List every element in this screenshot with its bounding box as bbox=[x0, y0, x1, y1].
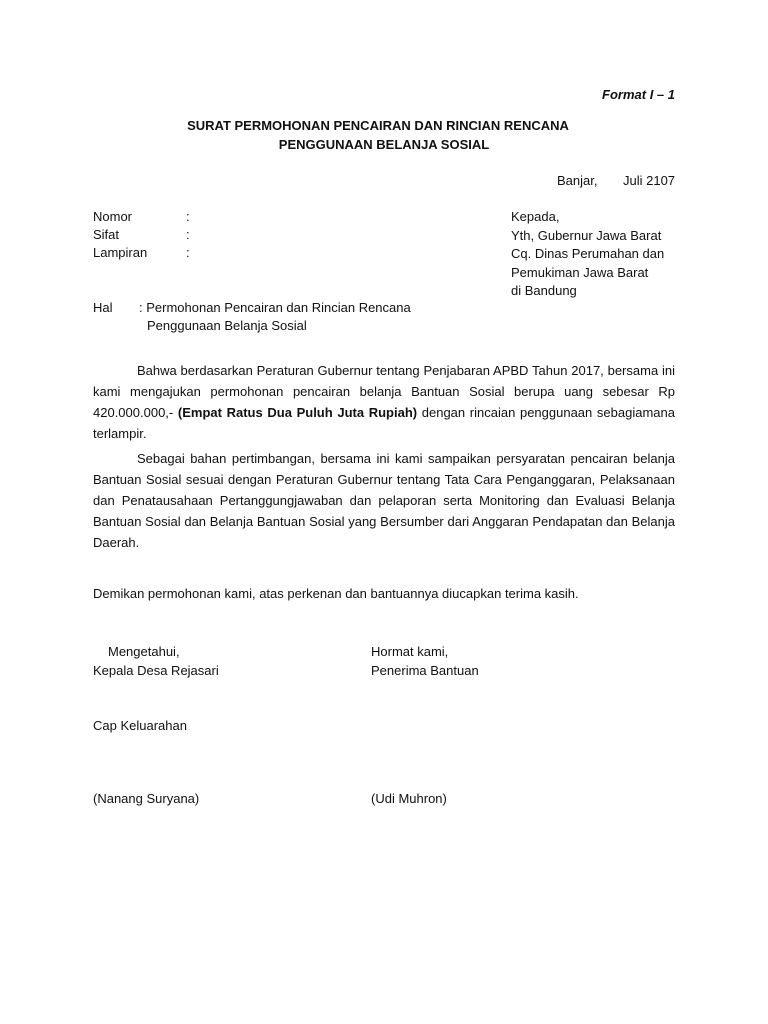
stamp-label: Cap Keluarahan bbox=[93, 718, 187, 733]
recipient-block bbox=[511, 208, 664, 301]
meta-colon-lampiran: : bbox=[186, 245, 190, 260]
paragraph-2-text: Sebagai bahan pertimbangan, bersama ini kami sampaikan persyaratan pencairan belanja Bantuan Sosial sesuai dengan Peraturan Gubernur tentang Tata Cara Penganggaran, Pelaksanaan dan Penatausahaan Pertanggungjawaban dan pelaporan serta Monitoring dan Evaluasi Belanja Bantuan Sosial dan Belanja Bantuan Sosial yang Bersumber dari Anggaran Pendapatan dan Belanja Daerah. bbox=[93, 451, 675, 550]
recipient-line: Pemukiman Jawa Barat bbox=[511, 264, 649, 280]
recipient-line: Yth, Gubernur Jawa Barat bbox=[511, 227, 662, 243]
subject-label: Hal bbox=[93, 300, 113, 315]
letter-title-line-1: SURAT PERMOHONAN PENCAIRAN DAN RINCIAN RENCANA bbox=[187, 118, 569, 133]
signature-right-title: Penerima Bantuan bbox=[371, 663, 479, 678]
signature-left-greeting: Mengetahui, bbox=[108, 644, 180, 659]
meta-label-nomor: Nomor bbox=[93, 209, 133, 224]
signature-right-greeting: Hormat kami, bbox=[371, 644, 449, 659]
body-paragraph-2 bbox=[93, 448, 675, 553]
date-place: Banjar, bbox=[557, 173, 598, 188]
subject-line-2: Penggunaan Belanja Sosial bbox=[147, 318, 307, 333]
signatory-left-name: (Nanang Suryana) bbox=[93, 791, 200, 806]
meta-label-lampiran: Lampiran bbox=[93, 245, 148, 260]
recipient-line: di Bandung bbox=[511, 283, 577, 298]
subject-line-1: : Permohonan Pencairan dan Rincian Rencana bbox=[139, 300, 411, 315]
meta-label-sifat: Sifat bbox=[93, 227, 120, 242]
date-value: Juli 2107 bbox=[623, 173, 676, 188]
letter-title-line-2: PENGGUNAAN BELANJA SOSIAL bbox=[278, 137, 490, 152]
signature-left-title: Kepala Desa Rejasari bbox=[93, 663, 219, 678]
signatory-right-name: (Udi Muhron) bbox=[371, 791, 447, 806]
recipient-line: Cq. Dinas Perumahan dan bbox=[511, 246, 665, 261]
amount-in-words: (Empat Ratus Dua Puluh Juta Rupiah) bbox=[177, 405, 418, 420]
paragraph-1-text-a: Bahwa berdasarkan Peraturan Gubernur tentang Penjabaran APBD Tahun 2017, bersama ini kami mengajukan permohonan pencairan belanja Bantuan Sosial berupa uang sebesar Rp 420.000.000,- bbox=[93, 363, 675, 420]
meta-colon-nomor: : bbox=[186, 209, 190, 224]
recipient-line: Kepada, bbox=[511, 209, 560, 224]
body-paragraph-1 bbox=[93, 360, 675, 444]
paragraph-1-text-b: dengan rincaian penggunaan sebagiamana terlampir. bbox=[93, 405, 675, 441]
format-code: Format I – 1 bbox=[602, 87, 675, 102]
closing-sentence: Demikan permohonan kami, atas perkenan dan bantuannya diucapkan terima kasih. bbox=[93, 586, 579, 601]
meta-colon-sifat: : bbox=[186, 227, 190, 242]
